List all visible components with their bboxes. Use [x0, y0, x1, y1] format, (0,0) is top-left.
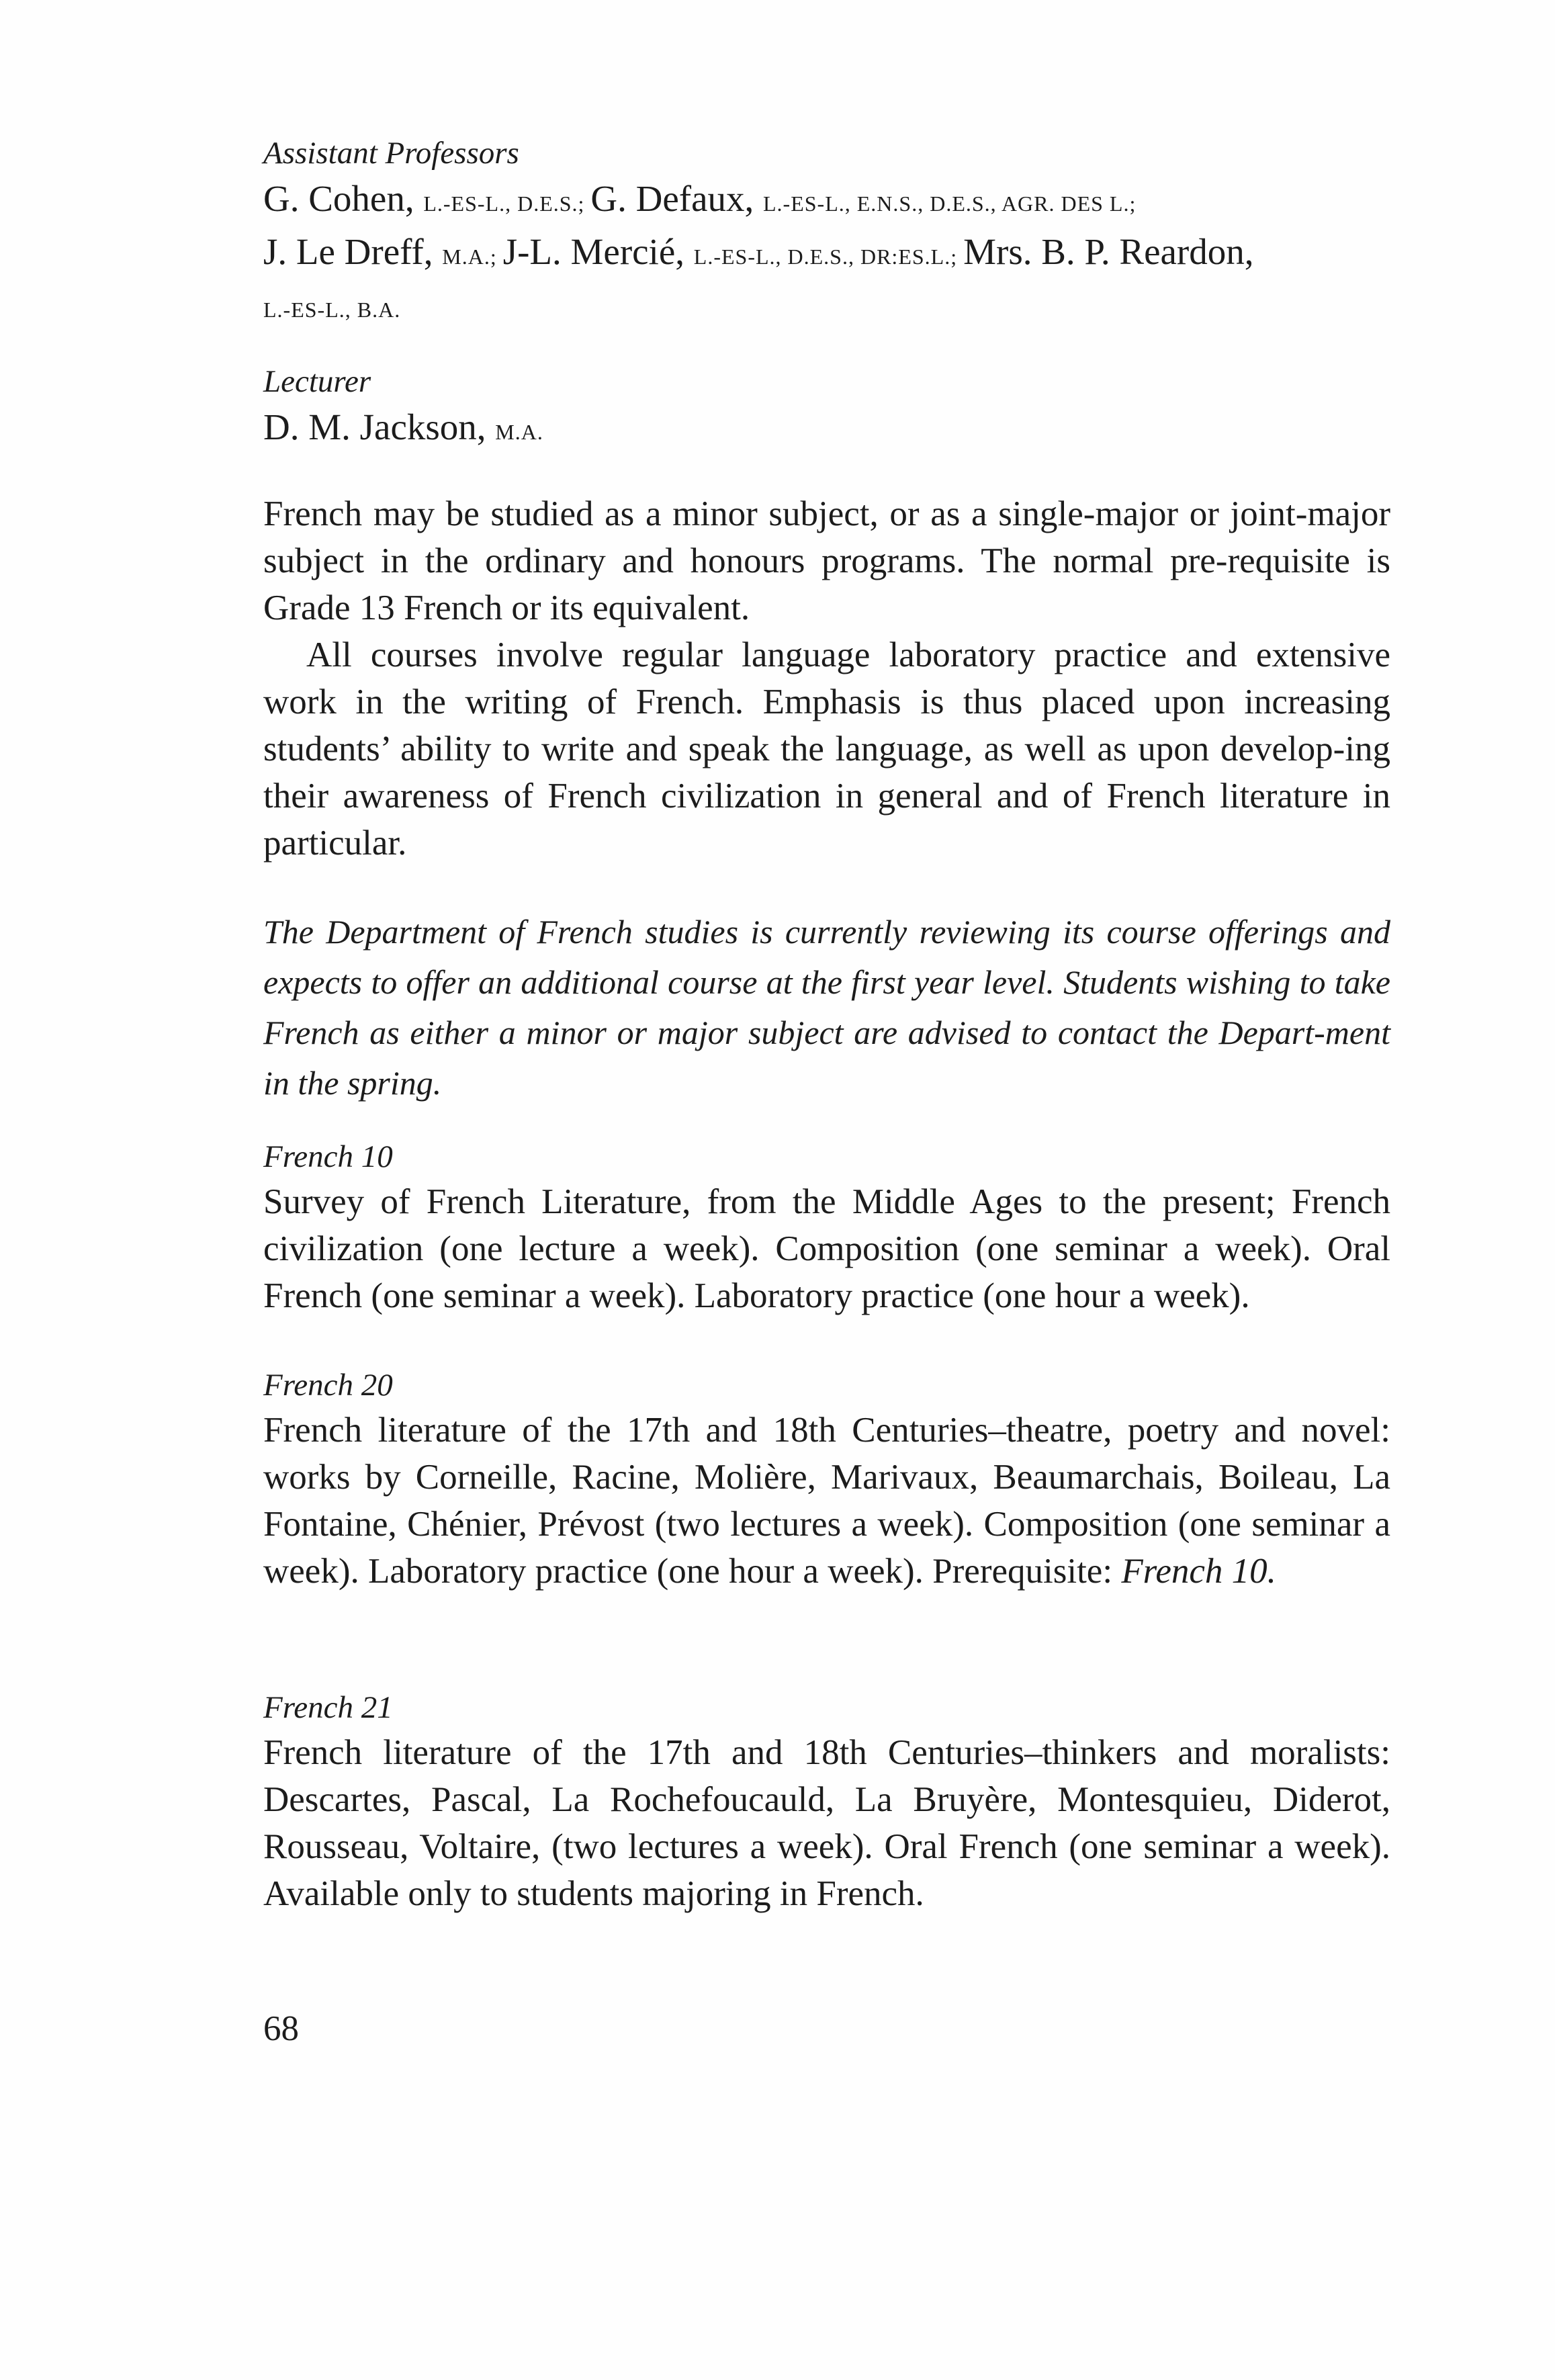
assistant-professors-list [263, 175, 1390, 334]
course-title: French 10 [263, 1139, 393, 1174]
intro-section [263, 490, 1390, 867]
lecturer-entry [263, 403, 1390, 456]
course-french-20 [263, 1364, 1390, 1595]
department-notice: The Department of French studies is currently reviewing its course offerings and expects to offer an additional course at the first year level. Students wishing to take French as either a minor or major subject are advised to contact the Depart-ment in the spring. [263, 913, 1390, 1102]
page-number: 68 [263, 2009, 299, 2048]
faculty-name: D. M. Jackson, [263, 406, 496, 447]
faculty-name: J-L. Mercié, [502, 231, 694, 272]
lecturer-heading: Lecturer [263, 364, 371, 399]
assistant-professors-section [263, 132, 1390, 334]
course-french-10 [263, 1135, 1390, 1319]
lecturer-section [263, 360, 1390, 456]
faculty-degrees: L.-ES-L., D.E.S., DR:ES.L.; [693, 245, 964, 269]
faculty-degrees: L.-ES-L., D.E.S.; [423, 191, 591, 216]
faculty-name: G. Defaux, [590, 178, 763, 219]
assistant-professors-heading: Assistant Professors [263, 136, 519, 171]
course-french-21 [263, 1686, 1390, 1917]
intro-paragraph: All courses involve regular language laboratory practice and extensive work in the writing of French. Emphasis is thus placed upon increasing students’ ability to write and speak the language, as well as upon develop-ing their awareness of French civilization in general and of French literature in particular. [263, 635, 1390, 863]
course-description: French literature of the 17th and 18th Centuries–theatre, poetry and novel: works by Corneille, Racine, Molière, Marivaux, Beaumarchais, Boileau, La Fontaine, Chénier, Prévost (two lectures a week). Composition (one seminar a week). Laboratory practice (one hour a week). Prerequisite: [263, 1411, 1390, 1591]
intro-paragraph: French may be studied as a minor subject, or as a single-major or joint-major subject in the ordinary and honours programs. The normal pre-requisite is Grade 13 French or its equivalent. [263, 494, 1390, 627]
course-title: French 20 [263, 1368, 393, 1403]
course-prerequisite: French 10. [1121, 1552, 1276, 1591]
faculty-degrees: M.A. [495, 420, 543, 444]
faculty-degrees: L.-ES-L., B.A. [263, 298, 401, 322]
faculty-name: Mrs. B. P. Reardon, [963, 231, 1254, 272]
faculty-degrees: M.A.; [442, 245, 503, 269]
faculty-name: G. Cohen, [263, 178, 424, 219]
course-description-block [263, 1407, 1390, 1595]
faculty-name: J. Le Dreff, [263, 231, 443, 272]
course-title: French 21 [263, 1690, 393, 1725]
course-description: Survey of French Literature, from the Middle Ages to the present; French civilization (one lecture a week). Composition (one seminar a week). Oral French (one seminar a week). Laboratory practice (one hour a week). [263, 1182, 1390, 1315]
faculty-degrees: L.-ES-L., E.N.S., D.E.S., AGR. DES L.; [763, 191, 1137, 216]
course-description: French literature of the 17th and 18th Centuries–thinkers and moralists: Descartes, Pascal, La Rochefoucauld, La Bruyère, Montesquieu, Diderot, Rousseau, Voltaire, (two lectures a week). Oral French (one seminar a week). Available only to students majoring in French. [263, 1733, 1390, 1913]
